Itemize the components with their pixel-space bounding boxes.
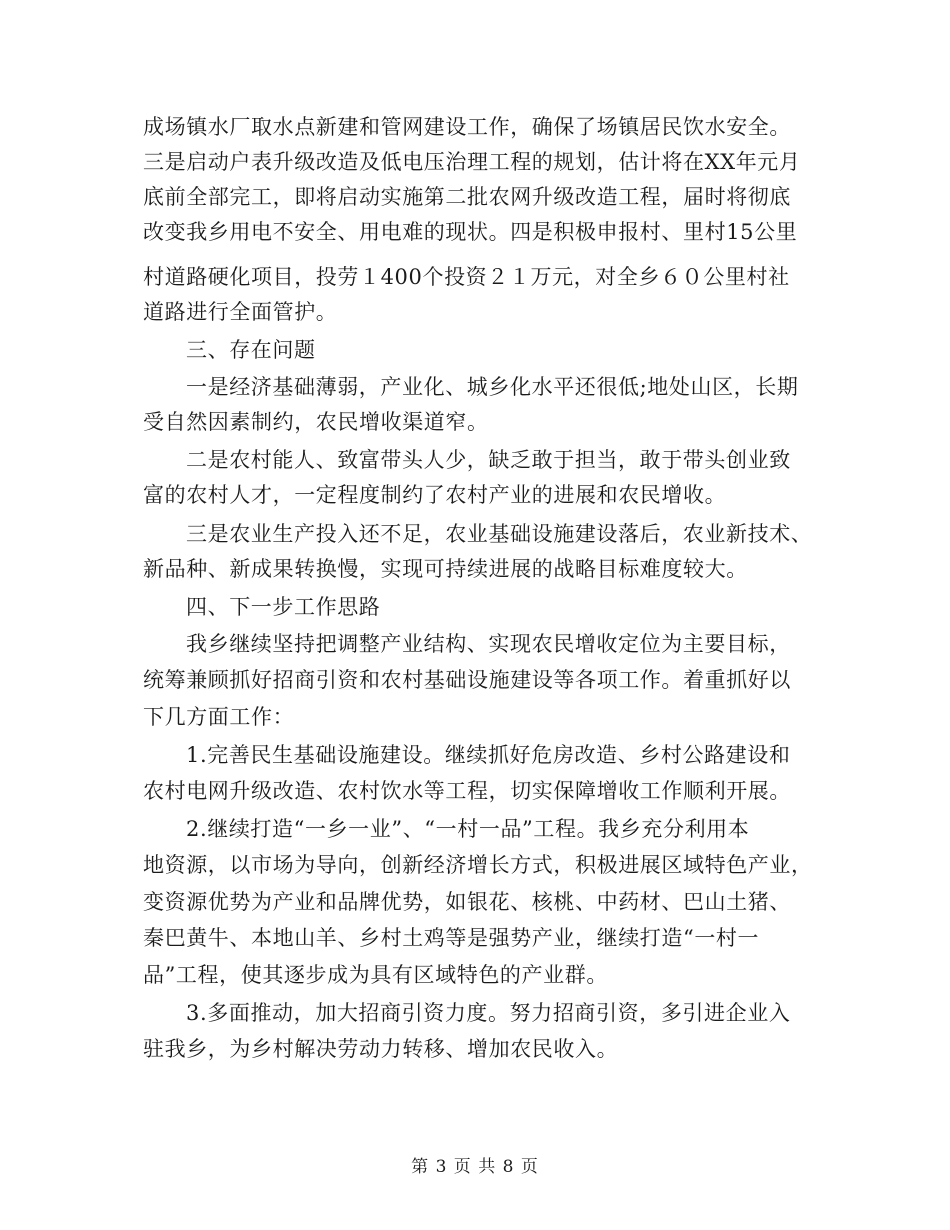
text-line: 二是农村能人、致富带头人少，缺乏敢于担当，敢于带头创业致 [186,448,791,472]
text-line: 下几方面工作： [143,705,295,729]
text-line: 受自然因素制约，农民增收渠道窄。 [143,410,489,434]
section-heading: 四、下一步工作思路 [186,595,381,619]
text-line: 2.继续打造“一乡一业”、“一村一品”工程。我乡充分利用本 [186,817,750,841]
text-line: 秦巴黄牛、本地山羊、乡村土鸡等是强势产业，继续打造“一村一 [143,926,760,950]
text-line: 富的农村人才，一定程度制约了农村产业的进展和农民增收。 [143,483,727,507]
text-line: 我乡继续坚持把调整产业结构、实现农民增收定位为主要目标， [186,632,791,656]
text-line: 道路进行全面管护。 [143,300,338,324]
text-line: 品”工程，使其逐步成为具有区域特色的产业群。 [143,963,608,987]
text-line: 改变我乡用电不安全、用电难的现状。四是积极申报村、里村15公里 [143,220,798,244]
text-line: 三是农业生产投入还不足，农业基础设施建设落后，农业新技术、 [186,522,813,546]
text-line: 驻我乡，为乡村解决劳动力转移、增加农民收入。 [143,1037,619,1061]
text-line: 成场镇水厂取水点新建和管网建设工作，确保了场镇居民饮水安全。 [143,115,791,139]
text-line: 农村电网升级改造、农村饮水等工程，切实保障增收工作顺利开展。 [143,779,791,803]
section-heading: 三、存在问题 [186,338,316,362]
text-line: 村道路硬化项目，投劳１400个投资２１万元，对全乡６０公里村社 [143,265,790,289]
text-line: 三是启动户表升级改造及低电压治理工程的规划，估计将在XX年元月 [143,150,801,174]
text-line: 一是经济基础薄弱，产业化、城乡化水平还很低;地处山区，长期 [186,375,799,399]
text-line: 3.多面推动，加大招商引资力度。努力招商引资，多引进企业入 [186,1001,791,1025]
text-line: 1.完善民生基础设施建设。继续抓好危房改造、乡村公路建设和 [186,743,791,767]
page-footer: 第 3 页 共 8 页 [411,1157,539,1177]
text-line: 统筹兼顾抓好招商引资和农村基础设施建设等各项工作。着重抓好以 [143,668,791,692]
text-line: 新品种、新成果转换慢，实现可持续进展的战略目标难度较大。 [143,557,748,581]
text-line: 变资源优势为产业和品牌优势，如银花、核桃、中药材、巴山土猪、 [143,890,791,914]
text-line: 底前全部完工，即将启动实施第二批农网升级改造工程，届时将彻底 [143,185,791,209]
text-line: 地资源，以市场为导向，创新经济增长方式，积极进展区域特色产业， [143,853,813,877]
